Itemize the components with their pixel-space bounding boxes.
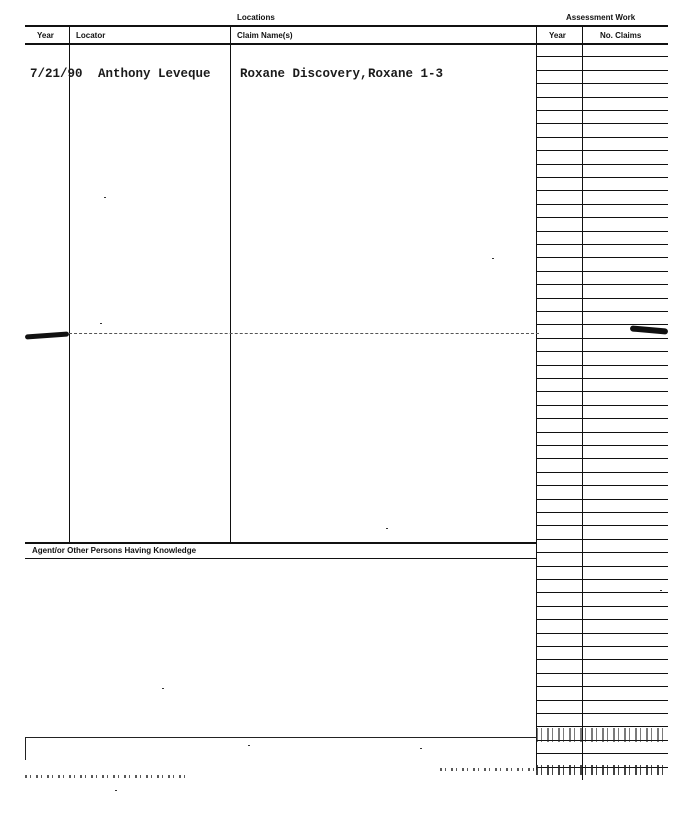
assessment-row-line — [536, 539, 668, 540]
agent-section-top-rule — [25, 542, 536, 544]
assessment-row-line — [536, 284, 668, 285]
assessment-row-line — [536, 324, 668, 325]
assessment-row-line — [536, 271, 668, 272]
assessment-row-line — [536, 338, 668, 339]
assessment-row-line — [536, 391, 668, 392]
assessment-row-line — [536, 673, 668, 674]
entry-date: 7/21/90 — [30, 67, 83, 81]
assessment-row-line — [536, 231, 668, 232]
assessment-row-line — [536, 257, 668, 258]
assessment-row-line — [536, 485, 668, 486]
entry-claim-name-1: Roxane Discovery, — [240, 67, 368, 81]
assessment-work-rows — [536, 43, 668, 783]
assessment-row-line — [536, 445, 668, 446]
entry-claim-name-2: Roxane 1-3 — [368, 67, 444, 81]
col-claim-names-header: Claim Name(s) — [237, 31, 293, 40]
assessment-row-line — [536, 110, 668, 111]
assessment-row-line — [536, 659, 668, 660]
fold-line — [69, 333, 539, 334]
left-fold-smudge — [25, 331, 69, 339]
assessment-row-line — [536, 592, 668, 593]
speck — [104, 197, 106, 198]
assessment-row-line — [536, 137, 668, 138]
entry-locator: Anthony Leveque — [98, 67, 211, 81]
assessment-row-line — [536, 525, 668, 526]
speck — [386, 528, 388, 529]
scan-noise-aw-block-1 — [536, 728, 668, 742]
assessment-row-line — [536, 83, 668, 84]
assessment-row-line — [536, 177, 668, 178]
speck — [100, 323, 102, 324]
divider-year-locator — [69, 25, 70, 543]
assessment-row-line — [536, 700, 668, 701]
assessment-row-line — [536, 458, 668, 459]
assessment-work-title: Assessment Work — [566, 13, 636, 22]
assessment-row-line — [536, 579, 668, 580]
assessment-row-line — [536, 70, 668, 71]
assessment-row-line — [536, 351, 668, 352]
assessment-row-line — [536, 365, 668, 366]
scan-noise-aw-block-2 — [536, 765, 668, 775]
assessment-row-line — [536, 190, 668, 191]
assessment-row-line — [536, 472, 668, 473]
agent-section-label: Agent/or Other Persons Having Knowledge — [32, 546, 197, 555]
assessment-row-line — [536, 552, 668, 553]
assessment-row-line — [536, 298, 668, 299]
col-year-header: Year — [37, 31, 54, 40]
header-top-rule — [25, 25, 668, 27]
locations-title: Locations — [237, 13, 275, 22]
speck — [492, 258, 494, 259]
agent-section-label-rule — [25, 558, 536, 559]
col-aw-no-claims-header: No. Claims — [600, 31, 642, 40]
assessment-row-line — [536, 244, 668, 245]
assessment-row-line — [536, 150, 668, 151]
assessment-row-line — [536, 217, 668, 218]
assessment-row-line — [536, 123, 668, 124]
assessment-row-line — [536, 204, 668, 205]
assessment-row-line — [536, 432, 668, 433]
assessment-row-line — [536, 311, 668, 312]
speck — [420, 748, 422, 749]
assessment-row-line — [536, 56, 668, 57]
assessment-row-line — [536, 418, 668, 419]
col-locator-header: Locator — [76, 31, 106, 40]
scan-noise-bottom-left — [25, 775, 185, 778]
assessment-row-line — [536, 646, 668, 647]
assessment-row-line — [536, 164, 668, 165]
speck — [162, 688, 164, 689]
speck — [248, 745, 250, 746]
assessment-row-line — [536, 97, 668, 98]
divider-locator-claims — [230, 25, 231, 543]
assessment-row-line — [536, 753, 668, 754]
assessment-row-line — [536, 566, 668, 567]
assessment-row-line — [536, 713, 668, 714]
assessment-row-line — [536, 619, 668, 620]
assessment-row-line — [536, 378, 668, 379]
assessment-row-line — [536, 499, 668, 500]
scan-noise-bottom-middle — [440, 768, 538, 771]
assessment-row-line — [536, 512, 668, 513]
speck — [115, 790, 117, 791]
assessment-row-line — [536, 606, 668, 607]
col-aw-year-header: Year — [549, 31, 566, 40]
assessment-row-line — [536, 405, 668, 406]
assessment-row-line — [536, 633, 668, 634]
bottom-box — [25, 737, 537, 760]
speck — [660, 590, 662, 591]
assessment-row-line — [536, 686, 668, 687]
